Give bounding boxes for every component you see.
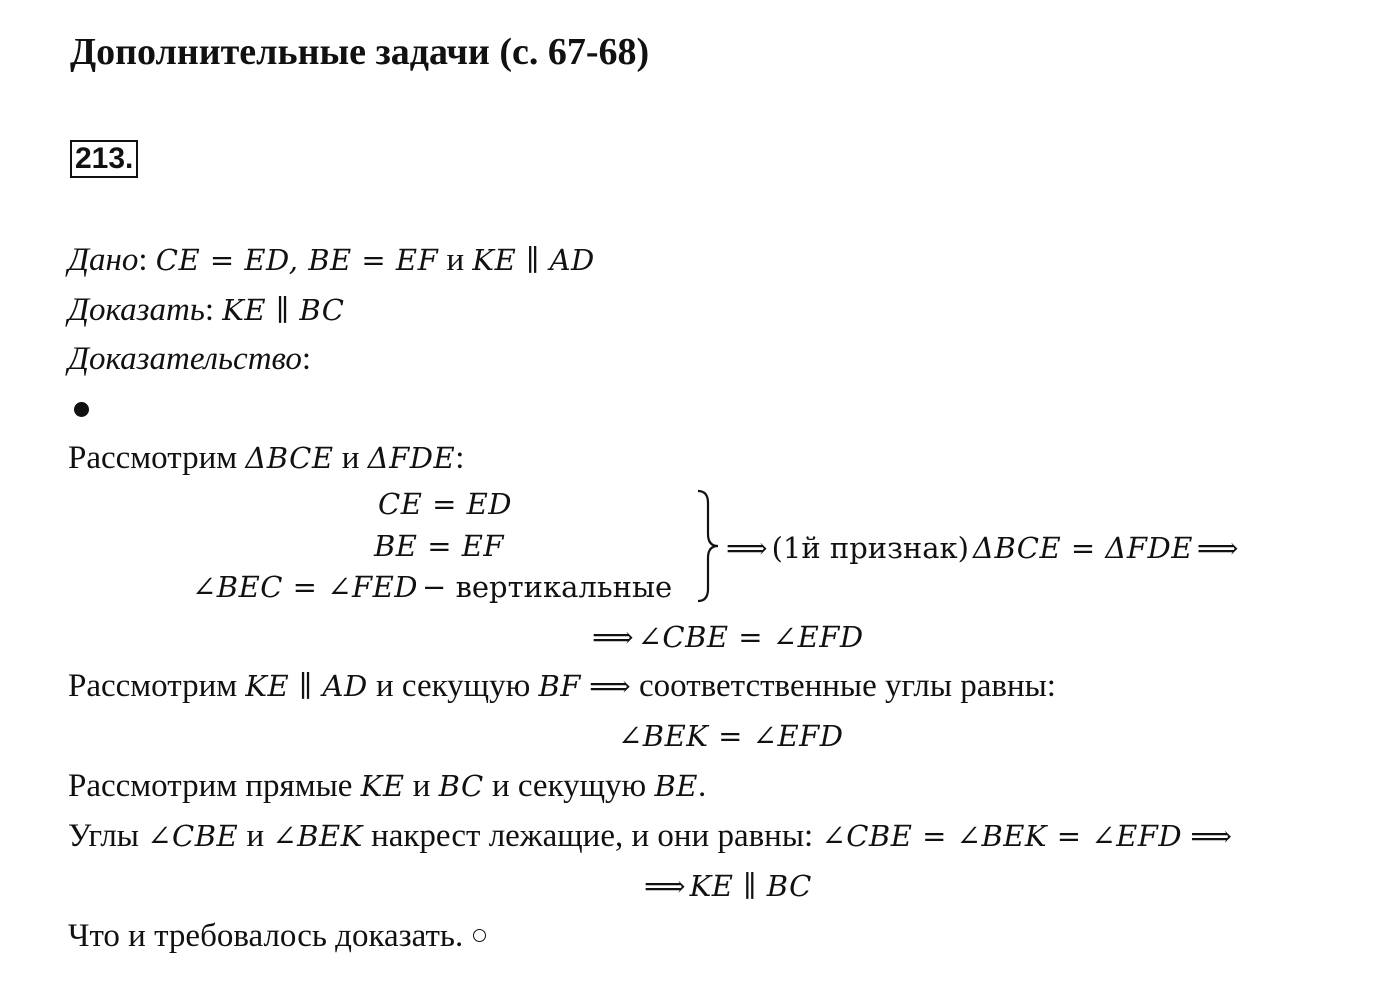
step-1-text: Рассмотрим [68,440,238,476]
system-result-text: (1й признак) [771,531,969,565]
step-4-expr-2: ∠BEK [272,819,363,853]
step-4-middle: накрест лежащие, и они равны: [371,818,814,854]
system-row-3 [192,567,672,613]
step-1-conjunction: и [341,440,360,476]
conclusion-2 [618,716,844,762]
system-row-3-expr: ∠BEC = ∠FED [192,570,419,604]
prove-colon: : [204,292,215,328]
step-1-triangle-1: ΔBCE [245,441,334,475]
given-expr-2: KE ∥ AD [472,243,595,277]
conclusion-3-expr: KE ∥ BC [689,869,812,903]
system-result-arrow: ⟹ [726,531,768,565]
conclusion-3 [644,866,812,912]
proof-label-line [68,339,311,379]
step-4-expr-1: ∠CBE [147,819,239,853]
step-2-expr-2: BF [538,669,581,703]
system-row-3-text: − вертикальные [422,570,673,604]
conclusion-1 [592,617,864,663]
ending-line [68,916,486,956]
bullet-icon [74,402,89,417]
system-result [726,528,1238,574]
step-3-text: Рассмотрим прямые [68,768,353,804]
step-4-expr-3: ∠CBE = ∠BEK = ∠EFD [821,819,1183,853]
step-3-expr-1: KE [360,769,405,803]
right-brace-icon [696,488,724,604]
conclusion-1-expr: ∠CBE = ∠EFD [637,620,864,654]
step-1-triangle-2: ΔFDE [367,441,456,475]
conclusion-2-expr: ∠BEK = ∠EFD [618,719,844,753]
system-result-arrow-2: ⟹ [1196,531,1239,565]
step-4-text: Углы [68,818,139,854]
step-2-arrow: ⟹ [589,669,631,703]
problem-number-badge: 213. [70,140,138,178]
step-3-conjunction: и [412,768,431,804]
system-row-2: BE = EF [374,529,505,563]
step-4-arrow: ⟹ [1190,819,1232,853]
prove-label: Доказать [68,292,205,328]
step-4-line [68,816,1232,856]
step-4-conjunction: и [246,818,265,854]
step-2-tail: соответственные углы равны: [639,668,1056,704]
prove-expr: KE ∥ BC [222,293,345,327]
conclusion-1-arrow: ⟹ [592,620,634,654]
prove-line [68,290,344,330]
proof-colon: : [301,341,312,377]
step-3-expr-3: BE [654,769,698,803]
step-3-expr-2: BC [438,769,484,803]
given-line [68,240,595,280]
given-conjunction: и [446,242,465,278]
step-3-conjunction-2: и секущую [491,768,647,804]
proof-label: Доказательство [68,341,302,377]
step-2-line [68,666,1056,706]
system-row-1: CE = ED [378,487,513,521]
conclusion-3-arrow: ⟹ [644,869,686,903]
given-expr-1: CE = ED, BE = EF [155,243,439,277]
given-label: Дано [68,242,139,278]
end-of-proof-circle-icon [473,929,486,942]
step-2-expr-1: KE ∥ AD [245,669,368,703]
ending-text: Что и требовалось доказать. [68,918,464,954]
step-1-colon: : [455,440,465,476]
step-2-conjunction: и секущую [375,668,531,704]
step-2-text: Рассмотрим [68,668,238,704]
step-1-line [68,438,464,478]
step-3-period: . [697,768,707,804]
step-3-line [68,766,706,806]
system-result-expr: ΔBCE = ΔFDE [973,531,1193,565]
page-title: Дополнительные задачи (с. 67-68) [70,31,650,73]
given-colon: : [138,242,148,278]
